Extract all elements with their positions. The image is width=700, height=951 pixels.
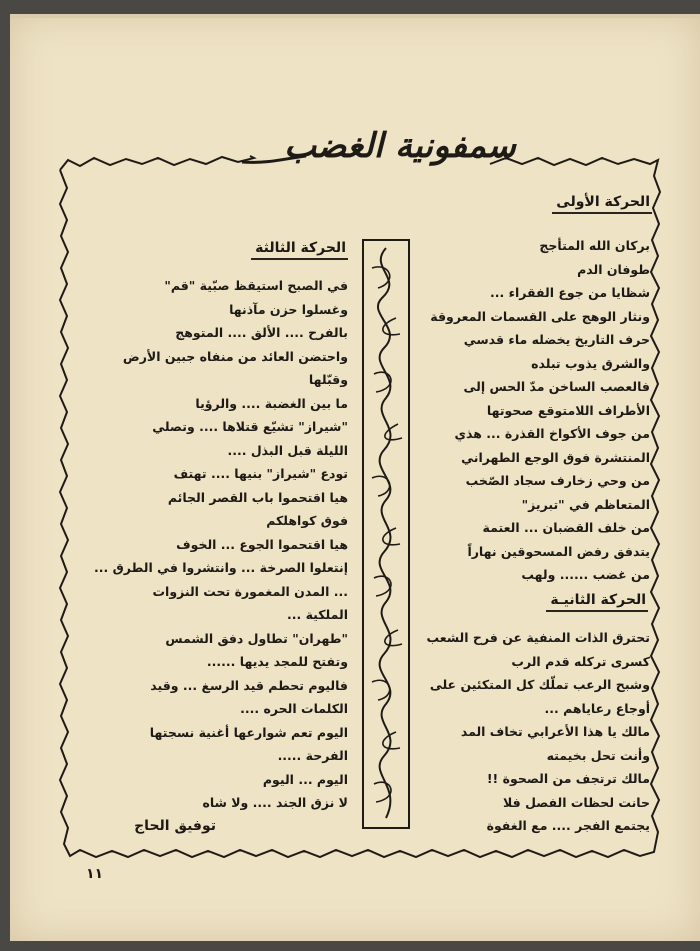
- poem-line: واحتضن العائد من منفاه جبين الأرض: [122, 348, 348, 364]
- poem-line: ونثار الوهج على القسمات المعروقة: [430, 308, 650, 324]
- poem-line: من وحي زخارف سجاد الصّخب: [465, 473, 650, 488]
- poem-line: فوق كواهلكم: [266, 513, 348, 528]
- movement-1-text: [430, 234, 650, 587]
- poem-line: المتعاظم في "تبريز": [521, 496, 650, 512]
- poem-line: وشبح الرعب تملّك كل المتكئين على: [429, 677, 650, 692]
- poem-line: اليوم ... اليوم: [262, 771, 348, 787]
- poem-line: مالك ترتجف من الصحوة !!: [486, 771, 650, 786]
- poem-line: أوجاع رعاياهم ...: [544, 700, 650, 716]
- poem-line: لا نزق الجند .... ولا شاه: [202, 795, 348, 810]
- poem-line: من جوف الأكواخ القذرة ... هذي: [454, 426, 650, 441]
- poem-line: "شيراز" تشيّع قتلاها .... وتصلي: [152, 419, 348, 434]
- movement-3-heading: الحركة الثالثة: [251, 240, 348, 260]
- author-signature: توفيق الحاج: [134, 818, 216, 834]
- poem-line: من خلف القضبان ... العتمة: [482, 520, 650, 535]
- poem-line: حانت لحظات الفصل فلا: [503, 794, 650, 810]
- page-top-edge: [10, 14, 700, 18]
- poem-line: هيا اقتحموا الجوع ... الخوف: [176, 536, 348, 552]
- poem-line: شظايا من جوع الفقراء ...: [490, 285, 650, 300]
- poem-line: الملكية ...: [286, 607, 348, 622]
- poem-line: وأنت تحل بخيمته: [546, 747, 650, 763]
- poem-line: حرف التاريخ يخضله ماء قدسي: [463, 332, 650, 347]
- poem-line: الأطراف اللامتوقع صحوتها: [486, 402, 650, 418]
- poem-line: بالفرح .... الألق .... المتوهج: [175, 325, 348, 340]
- poem-line: يتدفق رفض المسحوقين نهاراً: [467, 543, 650, 559]
- poem-line: من غضب ...... ولهب: [521, 567, 650, 582]
- movement-1-heading: الحركة الأولى: [552, 194, 652, 214]
- poem-line: هيا اقتحموا باب القصر الجائم: [167, 489, 348, 505]
- poem-line: كسرى تركله قدم الرب: [511, 653, 650, 669]
- poem-line: تودع "شيراز" بنيها .... تهتف: [173, 466, 348, 481]
- poem-line: اليوم تعم شوارعها أغنية نسجتها: [149, 724, 348, 740]
- poem-line: الليلة قبل البذل ....: [227, 442, 348, 458]
- poem-line: الكلمات الحره ....: [240, 701, 348, 716]
- poem-line: في الصبح استيقظ صبّية "قم": [164, 278, 348, 293]
- poem-line: فالعصب الساخن مدّ الحس إلى: [463, 379, 650, 394]
- poem-line: يجتمع الفجر .... مع الغفوة: [486, 818, 650, 833]
- movement-3-text: [94, 274, 348, 815]
- poem-line: المنتشرة فوق الوجع الطهراني: [461, 449, 650, 465]
- poem-line: ما بين الغضبة .... والرؤيا: [195, 395, 348, 411]
- poem-line: بركان الله المتأجج: [539, 238, 650, 253]
- poem-line: تحترق الذات المنفية عن فرح الشعب: [426, 630, 650, 645]
- poem-line: والشرق يذوب تبلده: [531, 355, 650, 371]
- poem-line: طوفان الدم: [577, 261, 650, 277]
- poem-line: "طهران" تطاول دفق الشمس: [165, 630, 348, 646]
- poem-line: إنتعلوا الصرخة ... وانتشروا في الطرق ...: [94, 560, 348, 575]
- poem-line: ... المدن المغمورة تحت النزوات: [152, 583, 348, 599]
- poem-line: الفرحة .....: [277, 748, 348, 763]
- poem-line: وغسلوا حزن مآذنها: [229, 301, 348, 317]
- poem-title: سمفونية الغضب: [284, 126, 516, 166]
- calligraphic-ornament: [360, 238, 412, 830]
- movement-2-heading: الحركة الثانيـة: [546, 592, 648, 612]
- page-number: ١١: [86, 866, 104, 882]
- poem-line: وتفتح للمجد يديها ......: [206, 654, 348, 669]
- poem-line: وقبّلها: [308, 372, 348, 387]
- poem-line: مالك يا هذا الأعرابي تخاف المد: [460, 724, 650, 739]
- poem-line: فاليوم تحطم قيد الرسغ ... وقيد: [150, 677, 348, 693]
- movement-2-text: [427, 626, 650, 838]
